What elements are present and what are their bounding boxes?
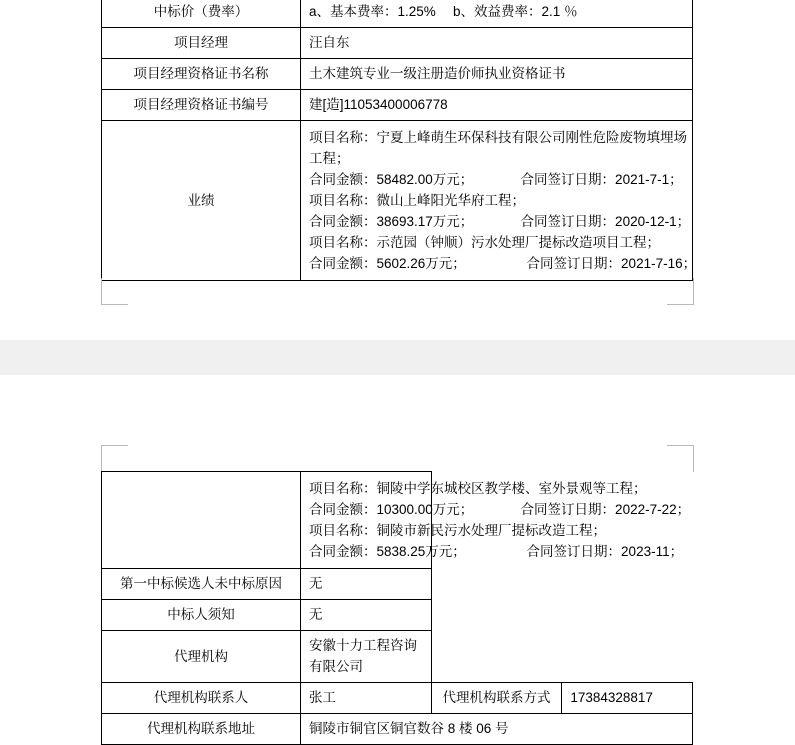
- row-label-certificate-number: 项目经理资格证书编号: [102, 90, 301, 121]
- page-margin-mark-bottom-right: [667, 278, 694, 305]
- page-break-gap: [0, 340, 795, 375]
- row-value-agency-address: 铜陵市铜官区铜官数谷 8 楼 06 号: [301, 714, 693, 745]
- performance-line: 合同金额：5602.26万元； 合同签订日期：2021-7-16；: [309, 256, 697, 271]
- row-value-project-manager: 汪自东: [301, 28, 693, 59]
- table-row: [102, 90, 693, 121]
- row-label-bid-price: 中标价（费率）: [102, 0, 301, 28]
- page-margin-mark-top-left: [101, 445, 128, 472]
- table-row: [102, 600, 693, 631]
- row-value-bid-price: a、基本费率：1.25% b、效益费率：2.1 ％: [301, 0, 693, 28]
- row-value-performance: [301, 121, 697, 281]
- performance-line: 项目名称：微山上峰阳光华府工程；: [309, 193, 525, 208]
- row-label-project-manager: 项目经理: [102, 28, 301, 59]
- row-label-agency-phone: 代理机构联系方式: [431, 683, 562, 714]
- row-value-agency-contact: 张工: [301, 683, 432, 714]
- row-value-winner-notice: 无: [301, 600, 432, 631]
- table-row-performance: [102, 121, 693, 281]
- table-row-agency-contact: [102, 683, 693, 714]
- page-margin-mark-top-right: [667, 445, 694, 472]
- row-value-not-awarded-reason: 无: [301, 569, 432, 600]
- row-label-agency-contact: 代理机构联系人: [102, 683, 301, 714]
- table-row: [102, 59, 693, 90]
- document-page-2: [0, 375, 795, 736]
- document-page-1: [0, 0, 795, 340]
- row-label-performance: 业绩: [102, 121, 301, 281]
- performance-line: 项目名称：宁夏上峰萌生环保科技有限公司刚性危险废物填埋场: [309, 130, 687, 145]
- table-row: [102, 631, 693, 683]
- row-value-agency-phone: 17384328817: [562, 683, 693, 714]
- performance-line: 合同金额：5838.25万元； 合同签订日期：2023-11；: [309, 544, 684, 559]
- bid-result-table-page2: [101, 471, 693, 745]
- performance-line: 项目名称：铜陵市新民污水处理厂提标改造工程；: [309, 523, 606, 538]
- row-value-performance-continued: [301, 472, 691, 569]
- row-label-not-awarded-reason: 第一中标候选人未中标原因: [102, 569, 301, 600]
- row-label-agency-address: 代理机构联系地址: [102, 714, 301, 745]
- performance-line: 项目名称：铜陵中学东城校区教学楼、室外景观等工程；: [309, 481, 647, 496]
- table-row: [102, 714, 693, 745]
- row-label-certificate-name: 项目经理资格证书名称: [102, 59, 301, 90]
- performance-line: 合同金额：58482.00万元； 合同签订日期：2021-7-1；: [309, 172, 683, 187]
- table-row: [102, 28, 693, 59]
- row-label-agency: 代理机构: [102, 631, 301, 683]
- performance-line: 合同金额：38693.17万元； 合同签订日期：2020-12-1；: [309, 214, 691, 229]
- row-value-certificate-number: 建[造]11053400006778: [301, 90, 693, 121]
- row-label-winner-notice: 中标人须知: [102, 600, 301, 631]
- performance-line: 合同金额：10300.00万元； 合同签订日期：2022-7-22；: [309, 502, 691, 517]
- row-value-certificate-name: 土木建筑专业一级注册造价师执业资格证书: [301, 59, 693, 90]
- performance-line: 工程；: [309, 151, 350, 166]
- row-label-performance-continued: [102, 472, 301, 569]
- page-margin-mark-bottom-left: [101, 278, 128, 305]
- bid-result-table-page1: [101, 0, 697, 281]
- table-row: [102, 0, 693, 28]
- table-row-performance-continued: [102, 472, 693, 569]
- table-row: [102, 569, 693, 600]
- row-value-agency: 安徽十力工程咨询有限公司: [301, 631, 432, 683]
- performance-line: 项目名称：示范园（钟顺）污水处理厂提标改造项目工程；: [309, 235, 660, 250]
